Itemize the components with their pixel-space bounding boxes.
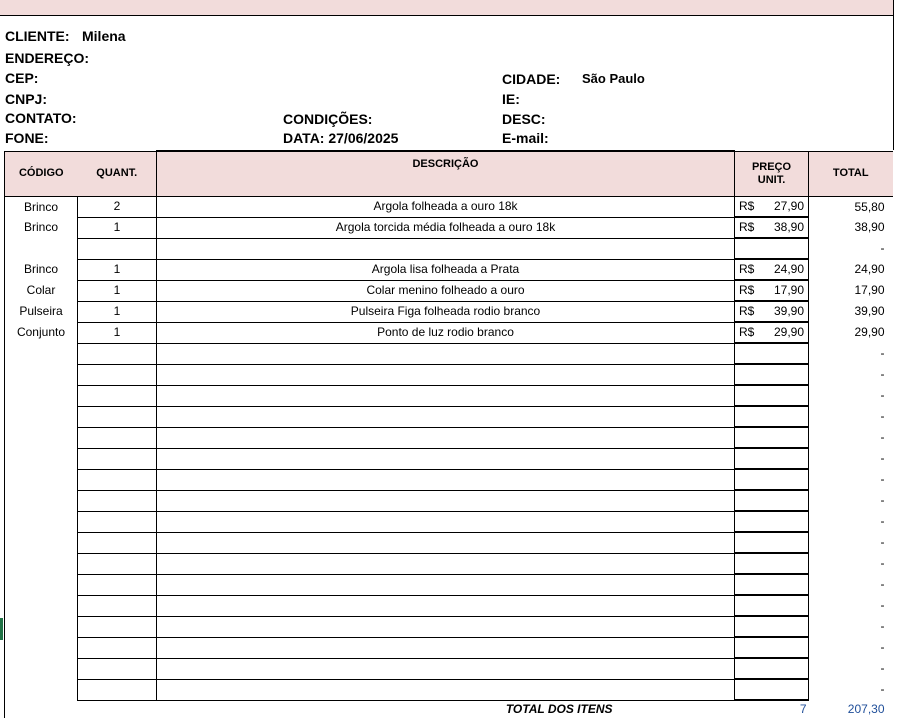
cell-total[interactable]: 29,90 <box>854 325 885 339</box>
cell-codigo[interactable] <box>5 490 78 511</box>
cell-quant[interactable] <box>78 448 157 469</box>
cep-label: CEP: <box>5 70 39 86</box>
top-header-band <box>0 0 894 16</box>
cell-quant[interactable]: 1 <box>78 322 157 343</box>
cell-descricao[interactable] <box>157 343 735 364</box>
cell-preco[interactable] <box>735 343 809 364</box>
desc-label: DESC: <box>502 111 546 127</box>
cell-total[interactable]: 55,80 <box>854 199 885 214</box>
row-selection-marker <box>0 618 3 640</box>
cliente-value[interactable]: Milena <box>82 28 126 44</box>
table-row <box>5 385 893 406</box>
cell-descricao[interactable] <box>157 427 735 448</box>
data-label: DATA: 27/06/2025 <box>283 130 399 146</box>
cell-quant[interactable]: 1 <box>78 280 157 301</box>
currency-symbol: R$ <box>739 262 755 276</box>
cell-descricao[interactable] <box>157 616 735 637</box>
currency-symbol: R$ <box>739 304 755 318</box>
table-row <box>5 637 893 658</box>
table-row <box>5 679 893 700</box>
cell-quant[interactable] <box>78 238 157 259</box>
cell-codigo[interactable] <box>5 343 78 364</box>
cell-total[interactable]: - <box>880 367 885 381</box>
totals-row <box>5 700 893 718</box>
cell-quant[interactable] <box>78 490 157 511</box>
cell-total[interactable]: 38,90 <box>854 220 885 234</box>
totals-label: TOTAL DOS ITENS <box>505 701 613 716</box>
table-row <box>5 406 893 427</box>
cell-descricao[interactable] <box>157 238 735 259</box>
table-row <box>5 469 893 490</box>
currency-symbol: R$ <box>739 220 755 234</box>
totals-quantity[interactable]: 7 <box>799 702 807 716</box>
cell-quant[interactable] <box>78 511 157 532</box>
col-header-preco: PREÇO UNIT. <box>735 151 809 197</box>
cell-quant[interactable] <box>78 658 157 679</box>
items-body <box>5 197 893 701</box>
cell-codigo[interactable] <box>5 553 78 574</box>
cell-preco[interactable] <box>735 448 809 469</box>
cell-total[interactable]: - <box>880 346 885 360</box>
cell-total[interactable]: - <box>880 682 885 696</box>
cell-descricao[interactable]: Argola folheada a ouro 18k <box>157 197 735 218</box>
table-row <box>5 301 893 322</box>
cell-quant[interactable] <box>78 595 157 616</box>
table-header-row <box>5 151 893 197</box>
cell-descricao[interactable] <box>157 679 735 700</box>
cell-total[interactable]: - <box>880 241 885 255</box>
price-value: 39,90 <box>773 304 804 318</box>
cell-preco[interactable] <box>735 197 809 218</box>
cell-preco[interactable] <box>735 406 809 427</box>
cell-total[interactable]: - <box>880 640 885 654</box>
cell-preco[interactable] <box>735 427 809 448</box>
cell-codigo[interactable] <box>5 406 78 427</box>
currency-symbol: R$ <box>739 283 755 297</box>
ie-label: IE: <box>502 91 520 107</box>
cell-descricao[interactable] <box>157 364 735 385</box>
cell-descricao[interactable] <box>157 553 735 574</box>
cell-preco[interactable] <box>735 217 809 238</box>
table-row <box>5 511 893 532</box>
table-row <box>5 280 893 301</box>
cell-preco[interactable] <box>735 553 809 574</box>
cell-preco[interactable] <box>735 301 809 322</box>
cell-total[interactable]: - <box>880 388 885 402</box>
cell-codigo[interactable]: Conjunto <box>5 322 78 343</box>
col-header-total: TOTAL <box>809 151 893 197</box>
cell-preco[interactable] <box>735 490 809 511</box>
cidade-value[interactable]: São Paulo <box>582 71 645 86</box>
cell-quant[interactable]: 1 <box>78 301 157 322</box>
cell-total[interactable]: - <box>880 493 885 507</box>
cell-descricao[interactable]: Argola lisa folheada a Prata <box>157 259 735 280</box>
cell-total[interactable]: 17,90 <box>854 283 885 297</box>
cell-preco[interactable] <box>735 385 809 406</box>
cell-preco[interactable] <box>735 679 809 700</box>
right-border <box>893 15 894 150</box>
cell-quant[interactable] <box>78 364 157 385</box>
cell-quant[interactable] <box>78 343 157 364</box>
cell-descricao[interactable] <box>157 469 735 490</box>
cliente-label: CLIENTE: <box>5 28 70 44</box>
price-value: 27,90 <box>773 199 804 213</box>
cell-total[interactable]: - <box>880 661 885 675</box>
cell-total[interactable]: 39,90 <box>854 304 885 318</box>
cell-total[interactable]: - <box>880 598 885 612</box>
table-row <box>5 364 893 385</box>
cell-codigo[interactable] <box>5 427 78 448</box>
cell-total[interactable]: - <box>880 535 885 549</box>
cell-codigo[interactable] <box>5 658 78 679</box>
table-row <box>5 616 893 637</box>
cell-preco[interactable] <box>735 574 809 595</box>
cell-quant[interactable] <box>78 616 157 637</box>
items-table <box>4 150 893 718</box>
cell-codigo[interactable]: Pulseira <box>5 301 78 322</box>
cell-codigo[interactable] <box>5 448 78 469</box>
cell-descricao[interactable] <box>157 448 735 469</box>
contato-label: CONTATO: <box>5 110 77 126</box>
cell-preco[interactable] <box>735 259 809 280</box>
price-value: 29,90 <box>773 325 804 339</box>
price-value: 24,90 <box>773 262 804 276</box>
currency-symbol: R$ <box>739 325 755 339</box>
cell-preco[interactable] <box>735 595 809 616</box>
cell-descricao[interactable] <box>157 595 735 616</box>
table-row <box>5 574 893 595</box>
cnpj-label: CNPJ: <box>5 91 48 107</box>
cell-descricao[interactable] <box>157 406 735 427</box>
cell-preco[interactable] <box>735 616 809 637</box>
cell-total[interactable]: - <box>880 619 885 633</box>
table-row <box>5 532 893 553</box>
table-row <box>5 217 893 238</box>
cell-quant[interactable]: 1 <box>78 217 157 238</box>
cell-codigo[interactable] <box>5 385 78 406</box>
table-row <box>5 197 893 218</box>
condicoes-label: CONDIÇÕES: <box>283 111 373 127</box>
cell-codigo[interactable] <box>5 364 78 385</box>
cell-total[interactable]: 24,90 <box>854 262 885 276</box>
cell-quant[interactable] <box>78 406 157 427</box>
table-row <box>5 427 893 448</box>
cell-codigo[interactable] <box>5 616 78 637</box>
cell-codigo[interactable] <box>5 637 78 658</box>
cell-codigo[interactable] <box>5 532 78 553</box>
cell-quant[interactable] <box>78 385 157 406</box>
totals-value[interactable]: 207,30 <box>847 701 885 716</box>
cell-total[interactable]: - <box>880 556 885 570</box>
cell-quant[interactable] <box>78 532 157 553</box>
cell-codigo[interactable] <box>5 595 78 616</box>
table-row <box>5 448 893 469</box>
cell-preco[interactable] <box>735 280 809 301</box>
cell-codigo[interactable]: Colar <box>5 280 78 301</box>
cell-total[interactable]: - <box>880 451 885 465</box>
cell-quant[interactable]: 2 <box>78 197 157 218</box>
price-value: 17,90 <box>773 283 804 297</box>
email-label: E-mail: <box>502 130 549 146</box>
cell-descricao[interactable]: Argola torcida média folheada a ouro 18k <box>157 217 735 238</box>
cell-codigo[interactable]: Brinco <box>5 197 78 218</box>
table-row <box>5 343 893 364</box>
cell-codigo[interactable] <box>5 574 78 595</box>
cell-quant[interactable] <box>78 679 157 700</box>
cell-codigo[interactable] <box>5 511 78 532</box>
totals-spacer <box>5 700 78 718</box>
cell-total[interactable]: - <box>880 472 885 486</box>
table-row <box>5 595 893 616</box>
cell-descricao[interactable] <box>157 574 735 595</box>
cell-codigo[interactable] <box>5 679 78 700</box>
cell-descricao[interactable] <box>157 385 735 406</box>
cell-preco[interactable] <box>735 238 809 259</box>
col-header-descricao: DESCRIÇÃO <box>157 151 735 197</box>
cell-total[interactable]: - <box>880 430 885 444</box>
cell-total[interactable]: - <box>880 514 885 528</box>
cell-codigo[interactable]: Brinco <box>5 217 78 238</box>
table-row <box>5 322 893 343</box>
cell-quant[interactable] <box>78 427 157 448</box>
cell-codigo[interactable] <box>5 469 78 490</box>
cell-descricao[interactable] <box>157 511 735 532</box>
endereco-label: ENDEREÇO: <box>5 50 90 66</box>
cell-preco[interactable] <box>735 364 809 385</box>
cell-preco[interactable] <box>735 532 809 553</box>
table-row <box>5 553 893 574</box>
cell-total[interactable]: - <box>880 577 885 591</box>
cell-descricao[interactable] <box>157 637 735 658</box>
cell-preco[interactable] <box>735 658 809 679</box>
cell-codigo[interactable] <box>5 238 78 259</box>
cell-quant[interactable]: 1 <box>78 259 157 280</box>
cell-descricao[interactable]: Colar menino folheado a ouro <box>157 280 735 301</box>
table-row <box>5 490 893 511</box>
cidade-label: CIDADE: <box>502 71 561 87</box>
cell-quant[interactable] <box>78 637 157 658</box>
cell-preco[interactable] <box>735 469 809 490</box>
cell-codigo[interactable]: Brinco <box>5 259 78 280</box>
price-value: 38,90 <box>773 220 804 234</box>
col-header-quant: QUANT. <box>78 151 157 197</box>
cell-quant[interactable] <box>78 574 157 595</box>
cell-quant[interactable] <box>78 553 157 574</box>
cell-quant[interactable] <box>78 469 157 490</box>
fone-label: FONE: <box>5 130 49 146</box>
table-row <box>5 238 893 259</box>
cell-total[interactable]: - <box>880 409 885 423</box>
cell-preco[interactable] <box>735 637 809 658</box>
cell-descricao[interactable] <box>157 532 735 553</box>
cell-descricao[interactable]: Pulseira Figa folheada rodio branco <box>157 301 735 322</box>
currency-symbol: R$ <box>739 199 755 213</box>
cell-preco[interactable] <box>735 511 809 532</box>
cell-descricao[interactable] <box>157 490 735 511</box>
col-header-codigo: CÓDIGO <box>5 151 78 197</box>
table-row <box>5 658 893 679</box>
cell-descricao[interactable] <box>157 658 735 679</box>
cell-preco[interactable] <box>735 322 809 343</box>
cell-descricao[interactable]: Ponto de luz rodio branco <box>157 322 735 343</box>
table-row <box>5 259 893 280</box>
